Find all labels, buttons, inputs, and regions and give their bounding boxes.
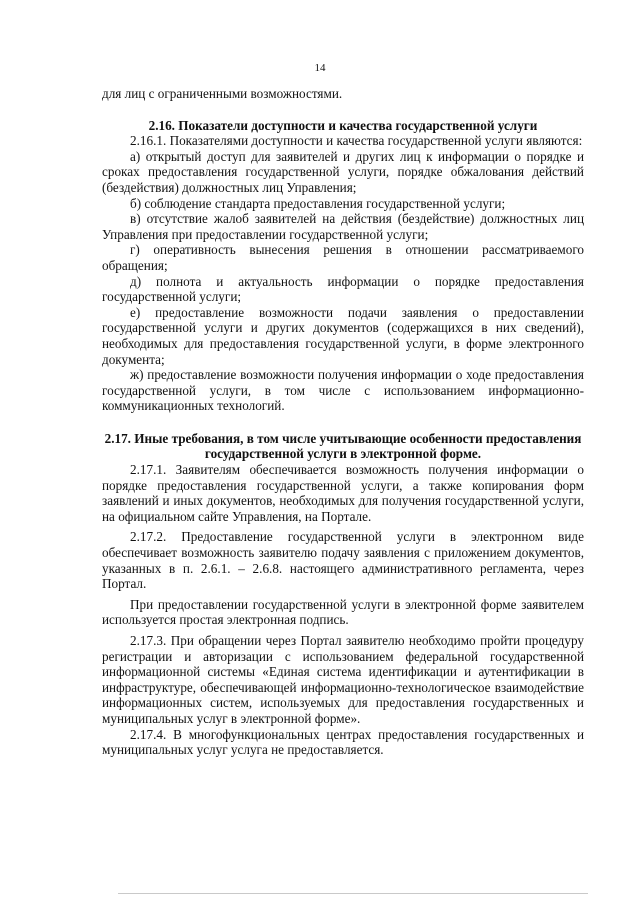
- paragraph-2-17-4: 2.17.4. В многофункциональных центрах предоставления государственных и муниципальных услуг услуга не предоставляется.: [102, 726, 584, 758]
- paragraph-2-17-2: 2.17.2. Предоставление государственной услуги в электронном виде обеспечивает возможность заявителю подачу заявления с приложением документов, указанных в п. 2.6.1. – 2.6.8. настоящего административного регламента, через Портал.: [102, 529, 584, 592]
- list-item-d: д) полнота и актуальность информации о порядке предоставления государственной услуги;: [102, 273, 584, 305]
- page-number: 14: [314, 62, 326, 74]
- paragraph-2-17-3: 2.17.3. При обращении через Портал заявителю необходимо пройти процедуру регистрации и авторизации с использованием федеральной государственной информационной системы «Единая система идентификации и аутентификации в инфраструктуре, обеспечивающей информационно-технологическое взаимодействие информационных систем, используемых для предоставления государственных и муниципальных услуг в электронной форме».: [102, 633, 584, 726]
- paragraph-electronic-signature: При предоставлении государственной услуги в электронной форме заявителем используется простая электронная подпись.: [102, 596, 584, 628]
- paragraph-2-17-1: 2.17.1. Заявителям обеспечивается возможность получения информации о порядке предоставления государственной услуги, а также копирования форм заявлений и иных документов, необходимых для получения государственной услуги, на официальном сайте Управления, на Портале.: [102, 462, 584, 524]
- section-heading-2-17: 2.17. Иные требования, в том числе учитывающие особенности предоставления государственной услуги в электронной форме.: [104, 430, 582, 462]
- list-item-g: г) оперативность вынесения решения в отношении рассматриваемого обращения;: [102, 242, 584, 273]
- section-heading-2-16: 2.16. Показатели доступности и качества государственной услуги: [148, 117, 538, 133]
- list-item-a: а) открытый доступ для заявителей и других лиц к информации о порядке и сроках предоставления государственной услуги, порядке обжалования действий (бездействия) должностных лиц Управления;: [102, 148, 584, 195]
- list-item-e: е) предоставление возможности подачи заявления о предоставлении государственной услуги и других документов (содержащихся в них сведений), необходимых для предоставления государственной услуги, в форме электронного документа;: [102, 304, 584, 367]
- bottom-scan-line: [118, 893, 588, 894]
- list-item-zh: ж) предоставление возможности получения информации о ходе предоставления государственной услуги, в том числе с использованием информационно-коммуникационных технологий.: [102, 367, 584, 414]
- list-item-v: в) отсутствие жалоб заявителей на действия (бездействие) должностных лиц Управления при предоставлении государственной услуги;: [102, 211, 584, 242]
- paragraph-continuation: для лиц с ограниченными возможностями.: [102, 86, 343, 101]
- list-item-b: б) соблюдение стандарта предоставления государственной услуги;: [130, 195, 506, 211]
- paragraph-2-16-1: 2.16.1. Показателями доступности и качества государственной услуги являются:: [130, 133, 583, 149]
- page-body: [102, 86, 584, 758]
